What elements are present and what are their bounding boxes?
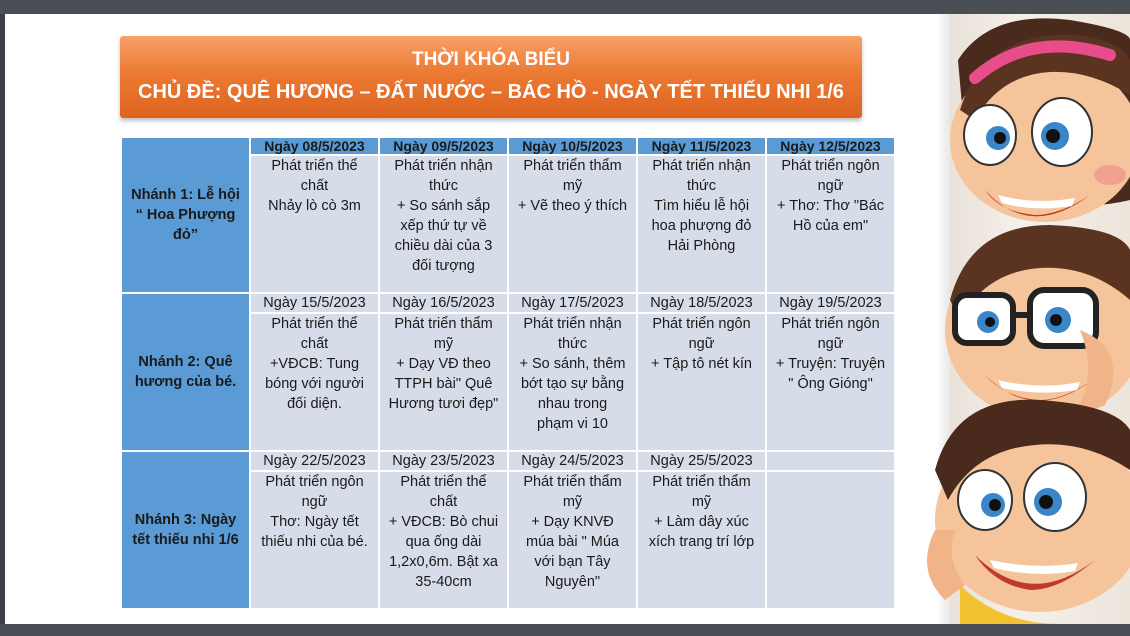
activity-line: ngữ [817, 178, 844, 194]
branch-label: Nhánh 3: Ngày [134, 512, 237, 528]
activity-cell [508, 313, 637, 451]
activity-cell [637, 155, 766, 293]
activity-line: hoa phượng đỏ [651, 218, 752, 234]
activity-line: + So sánh, thêm [519, 356, 626, 372]
activity-line: Phát triển ngôn [652, 316, 751, 332]
activity-line: chiều dài của 3 [394, 238, 493, 254]
activity-line: Phát triển thẩm [394, 316, 493, 332]
branch-label: Nhánh 2: Quê [138, 354, 233, 370]
activity-line: đối diện. [287, 396, 342, 412]
activity-line: Phát triển nhận [523, 316, 622, 332]
branch-cell [121, 293, 250, 451]
date-header: Ngày 09/5/2023 [379, 137, 508, 155]
paper-background [950, 14, 1130, 624]
date-row [121, 451, 895, 471]
activity-line: chất [429, 494, 458, 510]
activity-cell [379, 313, 508, 451]
branch-label: Nhánh 1: Lễ hội [131, 187, 240, 203]
branch-cell [121, 451, 250, 609]
activity-line: + Làm dây xúc [654, 514, 749, 530]
activity-line: + Dạy KNVĐ [531, 514, 614, 530]
activity-line: Phát triển thể [271, 158, 358, 174]
activity-line: Hải Phòng [667, 238, 736, 254]
activity-cell [379, 471, 508, 609]
activity-cell [637, 471, 766, 609]
activity-cell [508, 155, 637, 293]
activity-line: chất [300, 178, 329, 194]
activity-line: thức [557, 336, 588, 352]
activity-line: Phát triển nhận [394, 158, 493, 174]
date-header: Ngày 24/5/2023 [508, 451, 637, 471]
date-header: Ngày 08/5/2023 [250, 137, 379, 155]
activity-line: thiếu nhi của bé. [261, 534, 368, 550]
date-header: Ngày 22/5/2023 [250, 451, 379, 471]
activity-line: TTPH bài" Quê [394, 376, 493, 392]
activity-cell [766, 471, 895, 609]
date-header: Ngày 15/5/2023 [250, 293, 379, 313]
activity-line: 35-40cm [415, 574, 472, 590]
activity-line: mỹ [562, 494, 583, 510]
activity-cell [379, 155, 508, 293]
activity-line: Phát triển ngôn [781, 316, 880, 332]
activity-line: với bạn Tây [534, 554, 611, 570]
activity-line: chất [300, 336, 329, 352]
activity-line: múa bài " Múa [526, 534, 619, 550]
activity-line: Phát triển thẩm [523, 158, 622, 174]
title-line-1: THỜI KHÓA BIỂU [411, 49, 570, 70]
activity-line: Thơ: Ngày tết [270, 514, 359, 530]
activity-line: Nguyên" [544, 574, 601, 590]
activity-line: 1,2x0,6m. Bật xa [389, 554, 498, 570]
activity-cell [250, 313, 379, 451]
activity-line: mỹ [433, 336, 454, 352]
branch-label: hương của bé. [134, 374, 237, 390]
activity-line: + So sánh sắp [396, 198, 491, 214]
branch-label: đỏ” [173, 227, 198, 243]
activity-line: mỹ [691, 494, 712, 510]
date-header: Ngày 18/5/2023 [637, 293, 766, 313]
activity-line: + Truyện: Truyện [775, 356, 886, 372]
activity-line: Phát triển thẩm [523, 474, 622, 490]
activity-line: + VĐCB: Bò chui [388, 514, 499, 530]
activity-line: + Thơ: Thơ "Bác [776, 198, 885, 214]
activity-line: ngữ [301, 494, 328, 510]
activity-cell [250, 471, 379, 609]
activity-line: xếp thứ tự về [400, 218, 487, 234]
activity-line: Phát triển thẩm [652, 474, 751, 490]
date-header: Ngày 12/5/2023 [766, 137, 895, 155]
activity-line: mỹ [562, 178, 583, 194]
activity-line: + Dạy VĐ theo [396, 356, 491, 372]
activity-line: Phát triển ngôn [265, 474, 364, 490]
date-header: Ngày 11/5/2023 [637, 137, 766, 155]
activity-line: Tìm hiểu lễ hội [653, 198, 750, 214]
date-header: Ngày 17/5/2023 [508, 293, 637, 313]
activity-line: Nhảy lò cò 3m [268, 198, 361, 214]
date-header: Ngày 25/5/2023 [637, 451, 766, 471]
activity-line: thức [686, 178, 717, 194]
activity-line: xích trang trí lớp [648, 534, 755, 550]
activity-line: Phát triển thể [271, 316, 358, 332]
activity-line: bớt tạo sự bằng [520, 376, 625, 392]
activity-line: Hương tươi đẹp" [388, 396, 499, 412]
activity-line: ngữ [817, 336, 844, 352]
activity-cell [766, 313, 895, 451]
branch-label: “ Hoa Phượng [135, 207, 236, 223]
activity-line: + Vẽ theo ý thích [517, 198, 628, 214]
branch-label: tết thiếu nhi 1/6 [132, 532, 239, 548]
activity-line: bóng với người [265, 376, 364, 392]
activity-cell [637, 313, 766, 451]
activity-line: Phát triển thể [400, 474, 487, 490]
date-row [121, 293, 895, 313]
date-header: Ngày 19/5/2023 [766, 293, 895, 313]
activity-line: Phát triển nhận [652, 158, 751, 174]
date-header: Ngày 10/5/2023 [508, 137, 637, 155]
activity-line: nhau trong [537, 396, 608, 412]
activity-cell [508, 471, 637, 609]
activity-line: ngữ [688, 336, 715, 352]
activity-line: +VĐCB: Tung [269, 356, 360, 372]
activity-line: + Tập tô nét kín [651, 356, 752, 372]
date-header [766, 451, 895, 471]
date-header: Ngày 23/5/2023 [379, 451, 508, 471]
activity-line: phạm vi 10 [537, 416, 608, 432]
activity-line: qua ống dài [405, 534, 482, 550]
activity-line: " Ông Gióng" [788, 376, 873, 392]
activity-line: Phát triển ngôn [781, 158, 880, 174]
activity-cell [766, 155, 895, 293]
date-row [121, 137, 895, 155]
activity-line: Hồ của em" [792, 218, 869, 234]
activity-cell [250, 155, 379, 293]
activity-line: thức [428, 178, 459, 194]
activity-line: đối tượng [412, 258, 475, 274]
date-header: Ngày 16/5/2023 [379, 293, 508, 313]
timetable [120, 136, 896, 610]
branch-cell [121, 137, 250, 293]
title-banner [120, 36, 862, 118]
slide-edge [0, 14, 5, 624]
title-line-2: CHỦ ĐỀ: QUÊ HƯƠNG – ĐẤT NƯỚC – BÁC HỒ - NGÀY TẾT THIẾU NHI 1/6 [138, 81, 844, 103]
